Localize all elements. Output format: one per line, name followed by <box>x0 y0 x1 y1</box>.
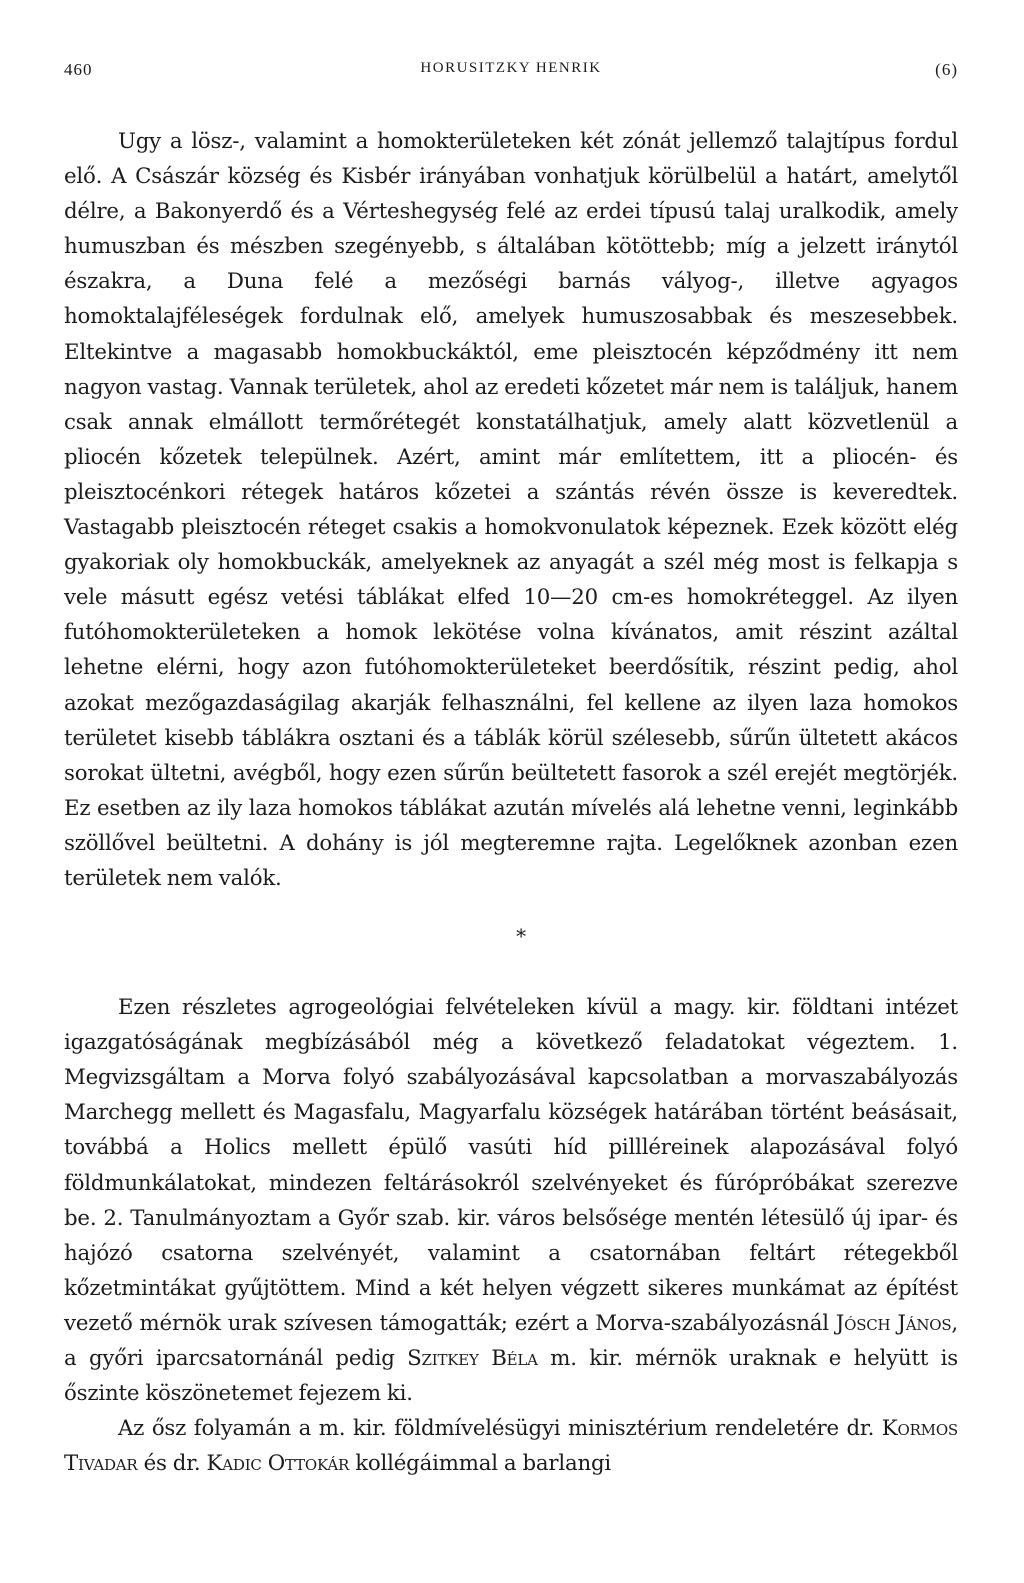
paragraph-3-text-1: Az ősz folyamán a m. kir. földmívelésügyi minisztérium rendeletére dr. <box>118 1416 882 1442</box>
running-title: HORUSITZKY HENRIK <box>420 60 602 76</box>
paragraph-3 <box>64 1411 958 1481</box>
paragraph-3-text-2: és dr. <box>137 1451 207 1477</box>
paragraph-3-text-3: kollégáimmal a barlangi <box>349 1451 612 1477</box>
page-number: 460 <box>64 60 93 79</box>
paragraph-2-text-3: m. kir. mérnök uraknak e helyütt is őszinte köszönetemet fejezem ki. <box>64 1346 958 1407</box>
part-number: (6) <box>935 60 958 79</box>
person-name-josch: Jósch János <box>835 1310 952 1336</box>
person-name-kormos: Kormos Tivadar <box>64 1416 958 1477</box>
paragraph-2-text-1: Ezen részletes agrogeológiai felvételeken kívül a magy. kir. földtani intézet igazgatóságának megbízásából még a következő feladatokat végeztem. 1. Megvizsgáltam a Morva folyó szabályozásával kapcsolatban a morvaszabályozás Marchegg mellett és Magasfalu, Magyarfalu községek határában történt beásásait, továbbá a Holics mellett épülő vasúti híd pillléreinek alapozásával folyó földmunkálatokat, mindezen feltárásokról szelvényeket és fúrópróbákat szerezve be. 2. Tanulmányoztam a Győr szab. kir. város belsősége mentén létesülő új ipar- és hajózó csatorna szelvényét, valamint a csatornában feltárt rétegekből kőzetmintákat gyűjtöttem. Mind a két helyen végzett sikeres munkámat az építést vezető mérnök urak szívesen támogatták; ezért a Morva-szabályozásnál <box>64 995 958 1336</box>
running-head <box>64 60 958 88</box>
paragraph-1: Ugy a lösz-, valamint a homokterületeken két zónát jellemző talajtípus fordul elő. A Császár község és Kisbér irányában vonhatjuk körülbelül a határt, amelytől délre, a Bakonyerdő és a Vérteshegység felé az erdei típusú talaj uralkodik, amely humuszban és mészben szegényebb, s általában kötöttebb; míg a jelzett iránytól északra, a Duna felé a mezőségi barnás vályog-, illetve agyagos homoktalajféleségek fordulnak elő, amelyek humuszosabbak és meszesebbek. Eltekintve a magasabb homokbuckáktól, eme pleisztocén képződmény itt nem nagyon vastag. Vannak területek, ahol az eredeti kőzetet már nem is találjuk, hanem csak annak elmállott termőrétegét konstatálhatjuk, amely alatt közvetlenül a pliocén kőzetek települnek. Azért, amint már említettem, itt a pliocén- és pleisztocénkori rétegek határos kőzetei a szántás révén össze is keveredtek. Vastagabb pleisztocén réteget csakis a homokvonulatok képeznek. Ezek között elég gyakoriak oly homokbuckák, amelyeknek az anyagát a szél még most is felkapja s vele másutt egész vetési táblákat elfed 10—20 cm-es homokréteggel. Az ilyen futóhomokterületeken a homok lekötése volna kívánatos, amit részint azáltal lehetne elérni, hogy azon futóhomokterületeket beerdősítik, részint pedig, ahol azokat mezőgazdaságilag akarják felhasználni, fel kellene az ilyen laza homokos területet kisebb táblákra osztani és a táblák körül szélesebb, sűrűn ültetett akácos sorokat ültetni, avégből, hogy ezen sűrűn beültetett fasorok a szél erejét megtörjék. Ez esetben az ily laza homokos táblákat azután mívelés alá lehetne venni, leginkább szöllővel beültetni. A dohány is jól megteremne rajta. Legelőknek azonban ezen területek nem valók. <box>64 129 958 891</box>
section-divider-asterisk: * <box>516 924 526 949</box>
paragraph-2 <box>64 990 958 1411</box>
person-name-kadic: Kadic Ottokár <box>206 1451 350 1477</box>
paragraph-2-text-2: , a győri iparcsatornánál pedig <box>64 1310 958 1371</box>
body-text <box>64 124 958 1481</box>
person-name-szitkey: Szitkey Béla <box>407 1346 538 1371</box>
